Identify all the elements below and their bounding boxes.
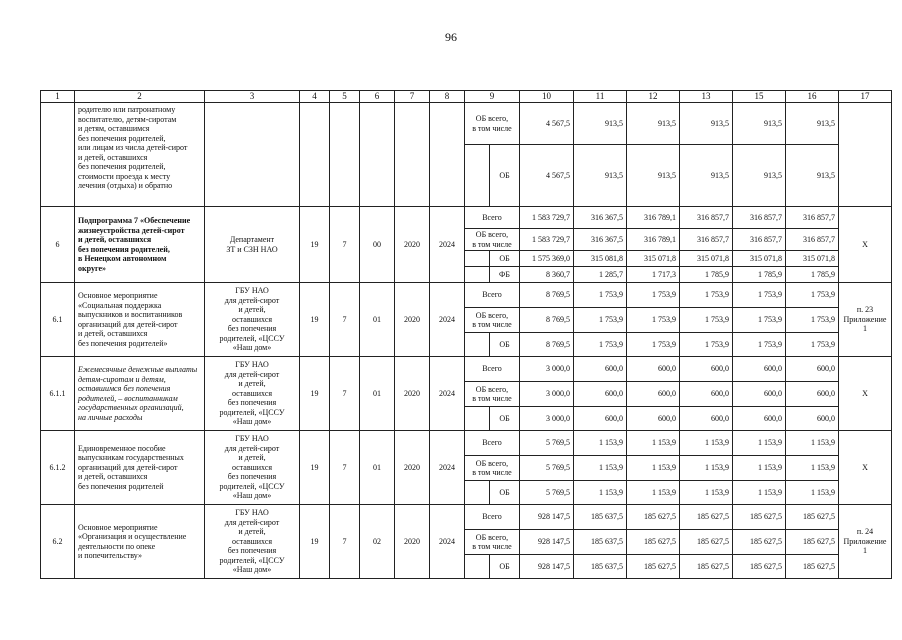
- value-cell: 1 153,9: [627, 431, 680, 456]
- code-cell: 2024: [430, 283, 465, 357]
- code-cell: 7: [330, 207, 360, 283]
- value-cell: 1 153,9: [786, 431, 839, 456]
- code-cell: 2020: [395, 207, 430, 283]
- value-cell: 4 567,5: [520, 145, 574, 207]
- value-cell: 316 857,7: [786, 229, 839, 251]
- funding-source-cell: ФБ: [490, 267, 520, 283]
- funding-source-cell: Всего: [465, 283, 520, 308]
- executor-cell: ГБУ НАО для детей-сирот и детей, оставшихся без попечения родителей, «ЦССУ «Наш дом»: [205, 505, 300, 579]
- value-cell: 600,0: [680, 382, 733, 407]
- value-cell: 316 857,7: [786, 207, 839, 229]
- funding-source-spacer: [465, 407, 490, 431]
- value-cell: 913,5: [733, 103, 786, 145]
- funding-source-spacer: [465, 333, 490, 357]
- code-cell: 2020: [395, 505, 430, 579]
- executor-cell: ГБУ НАО для детей-сирот и детей, оставшихся без попечения родителей, «ЦССУ «Наш дом»: [205, 357, 300, 431]
- note-cell: п. 24 Приложение 1: [839, 505, 892, 579]
- value-cell: 5 769,5: [520, 431, 574, 456]
- value-cell: 316 857,7: [733, 229, 786, 251]
- value-cell: 8 769,5: [520, 333, 574, 357]
- note-cell: Х: [839, 207, 892, 283]
- value-cell: 1 753,9: [574, 283, 627, 308]
- value-cell: 185 627,5: [627, 530, 680, 555]
- code-cell: 19: [300, 357, 330, 431]
- value-cell: 185 627,5: [733, 530, 786, 555]
- value-cell: 913,5: [786, 145, 839, 207]
- code-cell: 7: [330, 505, 360, 579]
- value-cell: 1 753,9: [786, 283, 839, 308]
- value-cell: 600,0: [733, 382, 786, 407]
- funding-source-cell: ОБ: [490, 555, 520, 579]
- value-cell: 1 753,9: [733, 283, 786, 308]
- value-cell: 8 769,5: [520, 283, 574, 308]
- value-cell: 600,0: [786, 407, 839, 431]
- funding-source-cell: ОБ: [490, 251, 520, 267]
- value-cell: 1 753,9: [627, 308, 680, 333]
- header-cell: 3: [205, 91, 300, 103]
- code-cell: 7: [330, 283, 360, 357]
- code-cell: 19: [300, 283, 330, 357]
- value-cell: 913,5: [733, 145, 786, 207]
- value-cell: 185 627,5: [733, 505, 786, 530]
- value-cell: 185 627,5: [627, 505, 680, 530]
- value-cell: 1 753,9: [627, 283, 680, 308]
- value-cell: 600,0: [627, 357, 680, 382]
- funding-source-cell: ОБ всего, в том числе: [465, 530, 520, 555]
- value-cell: 1 575 369,0: [520, 251, 574, 267]
- header-cell: 13: [680, 91, 733, 103]
- value-cell: 316 367,5: [574, 229, 627, 251]
- value-cell: 1 753,9: [786, 333, 839, 357]
- value-cell: 600,0: [786, 382, 839, 407]
- code-cell: 2020: [395, 357, 430, 431]
- row-number-cell: 6.1.1: [41, 357, 75, 431]
- table-row: [41, 207, 892, 229]
- value-cell: 1 717,3: [627, 267, 680, 283]
- row-number-cell: 6.1: [41, 283, 75, 357]
- funding-source-cell: ОБ всего, в том числе: [465, 382, 520, 407]
- value-cell: 1 153,9: [574, 456, 627, 481]
- code-cell: [395, 103, 430, 207]
- funding-source-cell: Всего: [465, 357, 520, 382]
- executor-cell: [205, 103, 300, 207]
- activity-name-cell: Основное мероприятие «Социальная поддержка выпускников и воспитанников организаций для детей-сирот и детей, оставшихся без попечения родителей»: [75, 283, 205, 357]
- value-cell: 1 785,9: [733, 267, 786, 283]
- value-cell: 1 153,9: [733, 431, 786, 456]
- value-cell: 3 000,0: [520, 407, 574, 431]
- code-cell: 7: [330, 431, 360, 505]
- funding-source-cell: ОБ: [490, 481, 520, 505]
- value-cell: 913,5: [786, 103, 839, 145]
- value-cell: 1 753,9: [574, 308, 627, 333]
- code-cell: 00: [360, 207, 395, 283]
- note-cell: [839, 103, 892, 207]
- header-cell: 15: [733, 91, 786, 103]
- funding-source-cell: ОБ: [490, 407, 520, 431]
- value-cell: 316 857,7: [680, 229, 733, 251]
- value-cell: 5 769,5: [520, 456, 574, 481]
- header-cell: 12: [627, 91, 680, 103]
- value-cell: 1 153,9: [680, 456, 733, 481]
- value-cell: 8 360,7: [520, 267, 574, 283]
- value-cell: 600,0: [574, 382, 627, 407]
- value-cell: 185 637,5: [574, 530, 627, 555]
- code-cell: [330, 103, 360, 207]
- value-cell: 928 147,5: [520, 555, 574, 579]
- header-cell: 11: [574, 91, 627, 103]
- value-cell: 1 753,9: [574, 333, 627, 357]
- value-cell: 185 627,5: [680, 505, 733, 530]
- value-cell: 1 153,9: [574, 481, 627, 505]
- value-cell: 3 000,0: [520, 382, 574, 407]
- code-cell: 2024: [430, 207, 465, 283]
- value-cell: 600,0: [627, 382, 680, 407]
- header-cell: 6: [360, 91, 395, 103]
- value-cell: 185 627,5: [733, 555, 786, 579]
- header-cell: 8: [430, 91, 465, 103]
- value-cell: 4 567,5: [520, 103, 574, 145]
- funding-source-spacer: [465, 251, 490, 267]
- code-cell: 2020: [395, 283, 430, 357]
- value-cell: 913,5: [574, 145, 627, 207]
- value-cell: 600,0: [574, 407, 627, 431]
- value-cell: 928 147,5: [520, 530, 574, 555]
- value-cell: 1 153,9: [733, 456, 786, 481]
- note-cell: Х: [839, 431, 892, 505]
- table-row: [41, 505, 892, 530]
- value-cell: 185 627,5: [786, 555, 839, 579]
- value-cell: 1 753,9: [680, 308, 733, 333]
- value-cell: 1 583 729,7: [520, 207, 574, 229]
- program-table: [40, 90, 892, 579]
- value-cell: 315 071,8: [733, 251, 786, 267]
- value-cell: 185 637,5: [574, 505, 627, 530]
- executor-cell: ГБУ НАО для детей-сирот и детей, оставшихся без попечения родителей, «ЦССУ «Наш дом»: [205, 431, 300, 505]
- value-cell: 1 785,9: [786, 267, 839, 283]
- header-cell: 17: [839, 91, 892, 103]
- value-cell: 185 627,5: [627, 555, 680, 579]
- value-cell: 185 627,5: [680, 555, 733, 579]
- funding-source-spacer: [465, 481, 490, 505]
- page-number: 96: [445, 30, 457, 44]
- funding-source-cell: Всего: [465, 505, 520, 530]
- funding-source-cell: ОБ: [490, 333, 520, 357]
- code-cell: 7: [330, 357, 360, 431]
- value-cell: 1 583 729,7: [520, 229, 574, 251]
- row-number-cell: 6.1.2: [41, 431, 75, 505]
- activity-name-cell: Основное мероприятие «Организация и осуществление деятельности по опеке и попечительству»: [75, 505, 205, 579]
- funding-source-spacer: [465, 267, 490, 283]
- row-number-cell: 6.2: [41, 505, 75, 579]
- header-cell: 10: [520, 91, 574, 103]
- header-cell: 9: [465, 91, 520, 103]
- header-cell: 2: [75, 91, 205, 103]
- activity-name-cell: Ежемесячные денежные выплаты детям-сиротам и детям, оставшимся без попечения родителей, – воспитанникам государственных организаций, на личные расходы: [75, 357, 205, 431]
- funding-source-spacer: [465, 145, 490, 207]
- table-row: [41, 283, 892, 308]
- funding-source-spacer: [465, 555, 490, 579]
- value-cell: 1 753,9: [733, 333, 786, 357]
- value-cell: 185 637,5: [574, 555, 627, 579]
- activity-name-cell: Единовременное пособие выпускникам государственных организаций для детей-сирот и детей, оставшихся без попечения родителей: [75, 431, 205, 505]
- value-cell: 316 789,1: [627, 229, 680, 251]
- executor-cell: ГБУ НАО для детей-сирот и детей, оставшихся без попечения родителей, «ЦССУ «Наш дом»: [205, 283, 300, 357]
- row-number-cell: [41, 103, 75, 207]
- value-cell: 316 857,7: [733, 207, 786, 229]
- value-cell: 316 367,5: [574, 207, 627, 229]
- value-cell: 185 627,5: [680, 530, 733, 555]
- value-cell: 185 627,5: [786, 505, 839, 530]
- code-cell: [360, 103, 395, 207]
- code-cell: 02: [360, 505, 395, 579]
- value-cell: 600,0: [680, 357, 733, 382]
- code-cell: 01: [360, 283, 395, 357]
- code-cell: 2024: [430, 505, 465, 579]
- table-row: [41, 357, 892, 382]
- code-cell: 19: [300, 207, 330, 283]
- value-cell: 316 857,7: [680, 207, 733, 229]
- value-cell: 1 153,9: [680, 481, 733, 505]
- funding-source-cell: ОБ всего, в том числе: [465, 308, 520, 333]
- value-cell: 1 153,9: [627, 481, 680, 505]
- value-cell: 913,5: [574, 103, 627, 145]
- table-row: [41, 103, 892, 145]
- header-row: [41, 91, 892, 103]
- funding-source-cell: ОБ всего, в том числе: [465, 456, 520, 481]
- value-cell: 913,5: [680, 103, 733, 145]
- value-cell: 1 153,9: [627, 456, 680, 481]
- value-cell: 1 753,9: [786, 308, 839, 333]
- value-cell: 928 147,5: [520, 505, 574, 530]
- value-cell: 1 153,9: [574, 431, 627, 456]
- value-cell: 1 753,9: [680, 333, 733, 357]
- value-cell: 315 071,8: [627, 251, 680, 267]
- value-cell: 913,5: [680, 145, 733, 207]
- note-cell: Х: [839, 357, 892, 431]
- code-cell: [430, 103, 465, 207]
- value-cell: 5 769,5: [520, 481, 574, 505]
- value-cell: 913,5: [627, 145, 680, 207]
- code-cell: 19: [300, 431, 330, 505]
- code-cell: 01: [360, 357, 395, 431]
- value-cell: 315 071,8: [786, 251, 839, 267]
- header-cell: 16: [786, 91, 839, 103]
- value-cell: 185 627,5: [786, 530, 839, 555]
- header-cell: 4: [300, 91, 330, 103]
- table-row: [41, 431, 892, 456]
- funding-source-cell: ОБ всего, в том числе: [465, 229, 520, 251]
- value-cell: 600,0: [627, 407, 680, 431]
- activity-name-cell: Подпрограмма 7 «Обеспечение жизнеустройства детей-сирот и детей, оставшихся без попечения родителей, в Ненецком автономном округе»: [75, 207, 205, 283]
- value-cell: 315 071,8: [680, 251, 733, 267]
- value-cell: 600,0: [733, 407, 786, 431]
- value-cell: 1 753,9: [680, 283, 733, 308]
- funding-source-cell: Всего: [465, 207, 520, 229]
- header-cell: 7: [395, 91, 430, 103]
- activity-name-cell: родителю или патронатному воспитателю, детям-сиротам и детям, оставшимся без попечения родителей, или лицам из числа детей-сирот и детей, оставшихся без попечения родителей, стоимости проезда к месту лечения (отдыха) и обратно: [75, 103, 205, 207]
- value-cell: 913,5: [627, 103, 680, 145]
- value-cell: 1 153,9: [680, 431, 733, 456]
- value-cell: 600,0: [786, 357, 839, 382]
- note-cell: п. 23 Приложение 1: [839, 283, 892, 357]
- value-cell: 1 153,9: [786, 456, 839, 481]
- funding-source-cell: Всего: [465, 431, 520, 456]
- value-cell: 1 153,9: [786, 481, 839, 505]
- header-cell: 1: [41, 91, 75, 103]
- code-cell: 01: [360, 431, 395, 505]
- code-cell: 2024: [430, 431, 465, 505]
- value-cell: 600,0: [574, 357, 627, 382]
- value-cell: 600,0: [680, 407, 733, 431]
- code-cell: 2020: [395, 431, 430, 505]
- value-cell: 1 285,7: [574, 267, 627, 283]
- value-cell: 1 753,9: [627, 333, 680, 357]
- value-cell: 8 769,5: [520, 308, 574, 333]
- executor-cell: Департамент ЗТ и СЗН НАО: [205, 207, 300, 283]
- code-cell: 19: [300, 505, 330, 579]
- funding-source-cell: ОБ всего, в том числе: [465, 103, 520, 145]
- value-cell: 316 789,1: [627, 207, 680, 229]
- value-cell: 315 081,8: [574, 251, 627, 267]
- value-cell: 1 753,9: [733, 308, 786, 333]
- value-cell: 3 000,0: [520, 357, 574, 382]
- value-cell: 1 153,9: [733, 481, 786, 505]
- value-cell: 600,0: [733, 357, 786, 382]
- funding-source-cell: ОБ: [490, 145, 520, 207]
- row-number-cell: 6: [41, 207, 75, 283]
- value-cell: 1 785,9: [680, 267, 733, 283]
- code-cell: [300, 103, 330, 207]
- code-cell: 2024: [430, 357, 465, 431]
- header-cell: 5: [330, 91, 360, 103]
